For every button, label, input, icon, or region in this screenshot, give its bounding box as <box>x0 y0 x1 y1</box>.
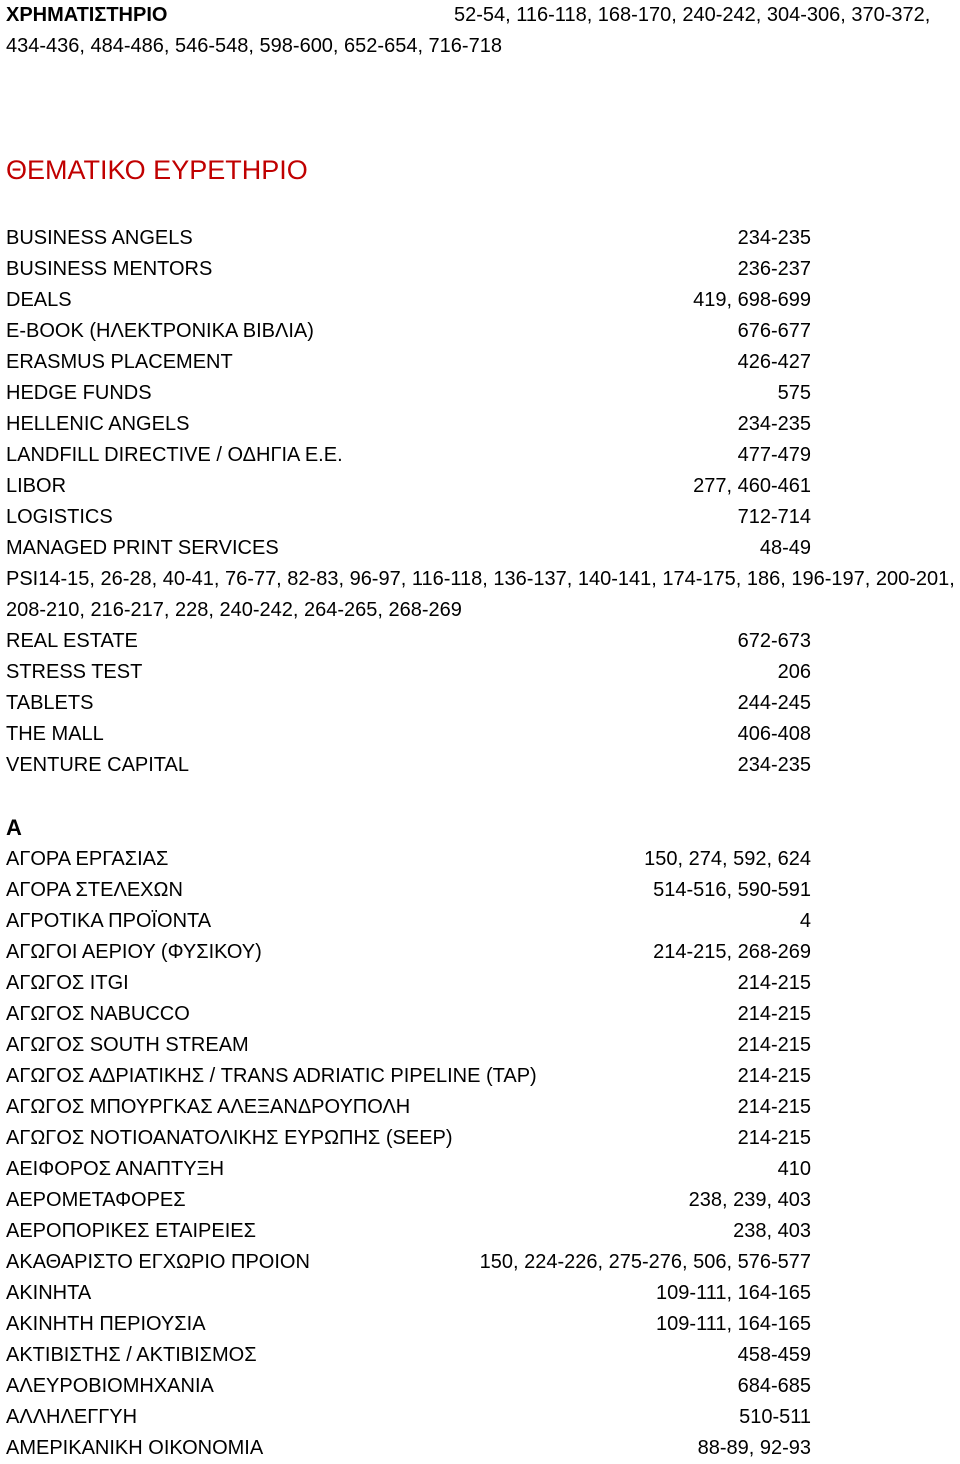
index-entry-pages: 88-89, 92-93 <box>697 1437 811 1459</box>
index-entry <box>6 1030 811 1061</box>
index-entry-pages: 575 <box>777 382 811 404</box>
index-entry <box>6 1061 811 1092</box>
index-entry <box>6 1340 811 1371</box>
index-entry-pages: 458-459 <box>737 1344 811 1366</box>
index-entry <box>6 875 811 906</box>
index-entry-term: ΑΕΡΟΜΕΤΑΦΟΡΕΣ <box>6 1189 186 1211</box>
index-entry-term: ΑΕΙΦΟΡΟΣ ΑΝΑΠΤΥΞΗ <box>6 1158 225 1180</box>
index-entry-pages: 109-111, 164-165 <box>656 1313 811 1335</box>
index-entry <box>6 1309 811 1340</box>
index-entry <box>6 999 811 1030</box>
index-entry-pages: 150, 224-226, 275-276, 506, 576-577 <box>479 1251 811 1273</box>
latin-entries-list <box>6 223 955 781</box>
index-entry <box>6 254 811 285</box>
index-entry-term: BUSINESS MENTORS <box>6 258 213 280</box>
index-entry-pages: 214-215 <box>737 972 811 994</box>
index-entry-pages: 150, 274, 592, 624 <box>644 848 811 870</box>
index-entry <box>6 347 811 378</box>
index-entry-pages: 410 <box>777 1158 811 1180</box>
index-entry-pages: 277, 460-461 <box>693 475 811 497</box>
index-entry-pages: 477-479 <box>737 444 811 466</box>
index-entry-pages: 419, 698-699 <box>693 289 811 311</box>
index-entry-term: ΑΓΡΟΤΙΚΑ ΠΡΟΪΟΝΤΑ <box>6 910 212 932</box>
index-entry-term: ΑΓΩΓΟΣ NABUCCO <box>6 1003 190 1025</box>
index-entry-term: ΑΓΟΡΑ ΕΡΓΑΣΙΑΣ <box>6 848 169 870</box>
index-entry-term: ΑΛΕΥΡΟΒΙΟΜΗΧΑΝΙΑ <box>6 1375 214 1397</box>
index-entry <box>6 502 811 533</box>
index-entry-term: VENTURE CAPITAL <box>6 754 189 776</box>
index-entry-pages: 214-215 <box>737 1003 811 1025</box>
index-entry <box>6 657 811 688</box>
index-entry-pages: 234-235 <box>737 754 811 776</box>
index-entry-pages: 426-427 <box>737 351 811 373</box>
index-entry-term: ΑΓΩΓΟΣ ΜΠΟΥΡΓΚΑΣ ΑΛΕΞΑΝΔΡΟΥΠΟΛΗ <box>6 1096 411 1118</box>
index-entry-term: LOGISTICS <box>6 506 113 528</box>
index-entry-term: ΑΚΙΝΗΤΗ ΠΕΡΙΟΥΣΙΑ <box>6 1313 206 1335</box>
index-entry-term: DEALS <box>6 289 72 311</box>
index-entry-term: ΑΓΩΓΟΣ ITGI <box>6 972 129 994</box>
index-entry-pages: 672-673 <box>737 630 811 652</box>
index-entry <box>6 471 811 502</box>
index-entry-term: LIBOR <box>6 475 67 497</box>
index-entry <box>6 750 811 781</box>
index-entry <box>6 1433 811 1464</box>
index-entry-psi: PSI14-15, 26-28, 40-41, 76-77, 82-83, 96-97, 116-118, 136-137, 140-141, 174-175, 186, 196-197, 200-201, 208-210, 216-217, 228, 240-242, 264-265, 268-269 <box>6 568 955 621</box>
index-entry-pages: 236-237 <box>737 258 811 280</box>
index-entry <box>6 1185 811 1216</box>
index-entry-term: ΑΓΟΡΑ ΣΤΕΛΕΧΩΝ <box>6 879 183 901</box>
index-entry <box>6 223 811 254</box>
index-entry-term: ΑΓΩΓΟΣ ΑΔΡΙΑΤΙΚΗΣ / TRANS ADRIATIC PIPELINE (TAP) <box>6 1065 537 1087</box>
index-title: ΘΕΜΑΤΙΚΟ ΕΥΡΕΤΗΡΙΟ <box>6 155 308 185</box>
index-entry-term: ΑΜΕΡΙΚΑΝΙΚΗ ΟΙΚΟΝΟΜΙΑ <box>6 1437 264 1459</box>
index-entry <box>6 1278 811 1309</box>
index-entry <box>6 316 811 347</box>
index-entry <box>6 1154 811 1185</box>
top-entry-term: ΧΡΗΜΑΤΙΣΤΗΡΙΟ <box>6 4 168 26</box>
index-entry <box>6 378 811 409</box>
index-entry-pages: 684-685 <box>737 1375 811 1397</box>
index-entry-pages: 214-215, 268-269 <box>653 941 811 963</box>
index-entry <box>6 1247 811 1278</box>
index-entry-term: ΑΚΤΙΒΙΣΤΗΣ / ΑΚΤΙΒΙΣΜΟΣ <box>6 1344 257 1366</box>
index-entry-pages: 214-215 <box>737 1096 811 1118</box>
index-entry-term: ΑΓΩΓΟΣ SOUTH STREAM <box>6 1034 249 1056</box>
index-entry <box>6 906 811 937</box>
index-entry <box>6 1402 811 1433</box>
index-entry-term: THE MALL <box>6 723 104 745</box>
index-entry <box>6 844 811 875</box>
index-entry-term: ΑΛΛΗΛΕΓΓΥΗ <box>6 1406 138 1428</box>
index-entry-term: ERASMUS PLACEMENT <box>6 351 233 373</box>
index-entry <box>6 533 811 564</box>
top-entry-pages: 52-54, 116-118, 168-170, 240-242, 304-306, 370-372, 434-436, 484-486, 546-548, 598-600, 652-654, 716-718 <box>6 4 931 57</box>
index-entry-term: STRESS TEST <box>6 661 143 683</box>
top-index-entry <box>6 0 956 62</box>
index-entry-term: MANAGED PRINT SERVICES <box>6 537 279 559</box>
index-entry <box>6 937 811 968</box>
index-entry-pages: 214-215 <box>737 1034 811 1056</box>
index-entry <box>6 1216 811 1247</box>
index-entry-pages: 238, 403 <box>733 1220 811 1242</box>
index-entry-term: TABLETS <box>6 692 94 714</box>
index-entry-term: ΑΚΙΝΗΤΑ <box>6 1282 92 1304</box>
index-entry-pages: 234-235 <box>737 413 811 435</box>
index-entry-term: ΑΚΑΘΑΡΙΣΤΟ ΕΓΧΩΡΙΟ ΠΡΟΙΟΝ <box>6 1251 310 1273</box>
index-entry <box>6 1371 811 1402</box>
index-entry-term: ΑΕΡΟΠΟΡΙΚΕΣ ΕΤΑΙΡΕΙΕΣ <box>6 1220 256 1242</box>
index-entry <box>6 968 811 999</box>
index-entry <box>6 285 811 316</box>
index-entry-term: ΑΓΩΓΟΣ ΝΟΤΙΟΑΝΑΤΟΛΙΚΗΣ ΕΥΡΩΠΗΣ (SEEP) <box>6 1127 453 1149</box>
index-entry-pages: 214-215 <box>737 1127 811 1149</box>
index-entry <box>6 409 811 440</box>
index-entry-term: REAL ESTATE <box>6 630 138 652</box>
index-entry-pages: 510-511 <box>739 1406 811 1428</box>
index-entry-pages: 676-677 <box>737 320 811 342</box>
index-entry-pages: 514-516, 590-591 <box>653 879 811 901</box>
index-entry-term: E-BOOK (ΗΛΕΚΤΡΟΝΙΚΑ ΒΙΒΛΙΑ) <box>6 320 314 342</box>
index-entry-pages: 48-49 <box>759 537 811 559</box>
index-entry <box>6 1123 811 1154</box>
index-entry <box>6 688 811 719</box>
index-entry <box>6 440 811 471</box>
index-entry-pages: 234-235 <box>737 227 811 249</box>
index-entry-term: BUSINESS ANGELS <box>6 227 193 249</box>
index-entry <box>6 1092 811 1123</box>
index-entry-pages: 206 <box>777 661 811 683</box>
index-entry-pages: 406-408 <box>737 723 811 745</box>
index-entry-pages: 4 <box>799 910 811 932</box>
index-entry <box>6 719 811 750</box>
index-entry-pages: 244-245 <box>737 692 811 714</box>
index-entry-term: ΑΓΩΓΟΙ ΑΕΡΙΟΥ (ΦΥΣΙΚΟΥ) <box>6 941 262 963</box>
letter-heading: Α <box>6 815 22 840</box>
index-entry-term: LANDFILL DIRECTIVE / ΟΔΗΓΙΑ Ε.Ε. <box>6 444 343 466</box>
alpha-entries-list <box>6 844 811 1464</box>
index-entry-term: HELLENIC ANGELS <box>6 413 190 435</box>
index-entry-pages: 712-714 <box>737 506 811 528</box>
index-entry-pages: 214-215 <box>737 1065 811 1087</box>
index-entry-pages: 238, 239, 403 <box>688 1189 811 1211</box>
index-entry <box>6 626 811 657</box>
index-entry-term: HEDGE FUNDS <box>6 382 152 404</box>
index-entry-pages: 109-111, 164-165 <box>656 1282 811 1304</box>
